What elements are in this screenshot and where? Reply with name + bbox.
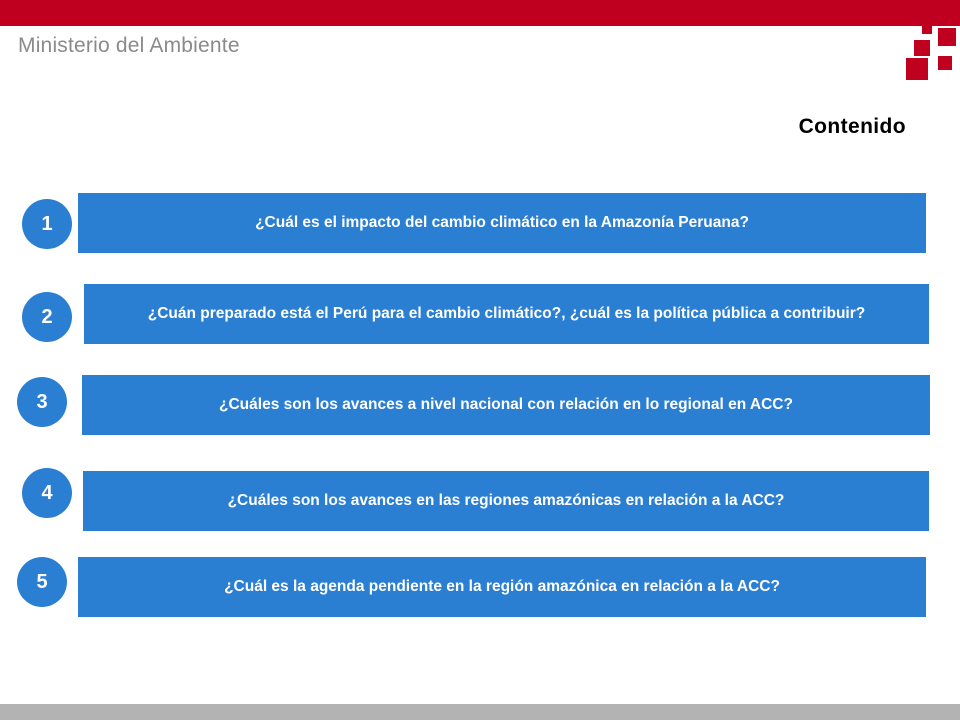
- content-item-question: ¿Cuál es la agenda pendiente en la región amazónica en relación a la ACC?: [78, 557, 926, 617]
- content-item-question: ¿Cuáles son los avances en las regiones amazónicas en relación a la ACC?: [83, 471, 929, 531]
- ministry-name: Ministerio del Ambiente: [18, 34, 240, 57]
- content-item-number: 3: [17, 377, 67, 427]
- top-brand-bar: [0, 0, 960, 26]
- content-item-number: 1: [22, 199, 72, 249]
- content-item-question: ¿Cuál es el impacto del cambio climático en la Amazonía Peruana?: [78, 193, 926, 253]
- page-title: Contenido: [798, 115, 906, 138]
- bottom-footer-bar: [0, 704, 960, 720]
- content-item-question: ¿Cuán preparado está el Perú para el cambio climático?, ¿cuál es la política pública a contribuir?: [84, 284, 929, 344]
- content-item-number: 4: [22, 468, 72, 518]
- content-item-number: 5: [17, 557, 67, 607]
- content-item-question: ¿Cuáles son los avances a nivel nacional con relación en lo regional en ACC?: [82, 375, 930, 435]
- ministry-logo-squares-icon: [904, 16, 960, 82]
- content-item-number: 2: [22, 292, 72, 342]
